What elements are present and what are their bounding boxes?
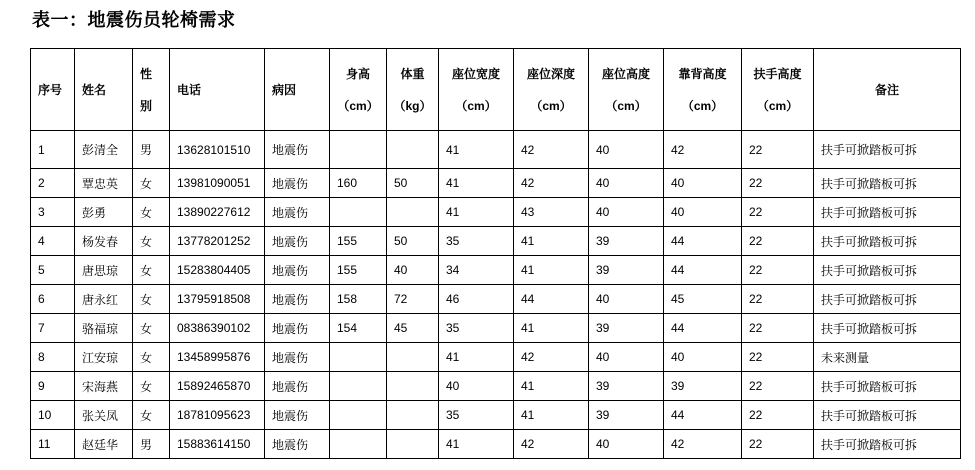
column-header-height xyxy=(330,49,387,131)
column-header-seat-width xyxy=(439,49,514,131)
column-header-label: 靠背高度 xyxy=(678,66,727,81)
cell-phone: 18781095623 xyxy=(170,401,265,430)
cell-cause: 地震伤 xyxy=(265,401,330,430)
cell-gender: 女 xyxy=(133,256,170,285)
cell-seat-depth: 41 xyxy=(514,256,589,285)
cell-back-height: 39 xyxy=(664,372,742,401)
cell-cause: 地震伤 xyxy=(265,314,330,343)
cell-index: 10 xyxy=(31,401,75,430)
cell-phone: 13628101510 xyxy=(170,131,265,169)
cell-seat-width: 34 xyxy=(439,256,514,285)
cell-index: 11 xyxy=(31,430,75,459)
column-header-unit: （cm） xyxy=(455,98,497,113)
column-header-unit: （cm） xyxy=(530,98,572,113)
column-header-name xyxy=(75,49,133,131)
column-header-label: 身高 xyxy=(345,66,370,81)
cell-index: 1 xyxy=(31,131,75,169)
table-row xyxy=(31,401,961,430)
cell-height: 155 xyxy=(330,256,387,285)
cell-weight xyxy=(387,372,439,401)
cell-cause: 地震伤 xyxy=(265,343,330,372)
cell-height xyxy=(330,343,387,372)
cell-back-height: 45 xyxy=(664,285,742,314)
column-header-index xyxy=(31,49,75,131)
column-header-label: 病因 xyxy=(272,82,297,97)
cell-cause: 地震伤 xyxy=(265,430,330,459)
cell-gender: 女 xyxy=(133,285,170,314)
cell-seat-depth: 41 xyxy=(514,227,589,256)
cell-seat-depth: 42 xyxy=(514,131,589,169)
cell-remarks: 扶手可掀踏板可拆 xyxy=(814,227,961,256)
cell-gender: 女 xyxy=(133,343,170,372)
cell-seat-width: 41 xyxy=(439,430,514,459)
table-row xyxy=(31,227,961,256)
column-header-unit: （cm） xyxy=(605,98,647,113)
cell-remarks: 扶手可掀踏板可拆 xyxy=(814,169,961,198)
column-header-back-height xyxy=(664,49,742,131)
cell-gender: 男 xyxy=(133,131,170,169)
cell-height: 155 xyxy=(330,227,387,256)
cell-seat-depth: 41 xyxy=(514,401,589,430)
cell-seat-width: 41 xyxy=(439,198,514,227)
cell-name: 宋海燕 xyxy=(75,372,133,401)
cell-seat-width: 41 xyxy=(439,343,514,372)
cell-back-height: 44 xyxy=(664,227,742,256)
cell-height xyxy=(330,401,387,430)
cell-name: 杨发春 xyxy=(75,227,133,256)
cell-seat-depth: 41 xyxy=(514,372,589,401)
cell-index: 5 xyxy=(31,256,75,285)
cell-seat-depth: 42 xyxy=(514,169,589,198)
cell-height xyxy=(330,430,387,459)
header-row xyxy=(31,49,961,131)
cell-phone: 13981090051 xyxy=(170,169,265,198)
cell-height xyxy=(330,372,387,401)
cell-armrest-height: 22 xyxy=(742,372,814,401)
cell-name: 彭清全 xyxy=(75,131,133,169)
cell-name: 唐永红 xyxy=(75,285,133,314)
cell-seat-height: 40 xyxy=(589,169,664,198)
cell-name: 张关凤 xyxy=(75,401,133,430)
cell-back-height: 42 xyxy=(664,131,742,169)
column-header-label: 扶手高度 xyxy=(753,66,802,81)
cell-phone: 15283804405 xyxy=(170,256,265,285)
column-header-unit: （cm） xyxy=(756,98,799,113)
cell-cause: 地震伤 xyxy=(265,256,330,285)
cell-seat-width: 35 xyxy=(439,227,514,256)
column-header-label: 座位宽度 xyxy=(451,66,500,81)
cell-remarks: 扶手可掀踏板可拆 xyxy=(814,285,961,314)
cell-armrest-height: 22 xyxy=(742,430,814,459)
cell-index: 7 xyxy=(31,314,75,343)
cell-cause: 地震伤 xyxy=(265,285,330,314)
cell-height: 160 xyxy=(330,169,387,198)
cell-remarks: 扶手可掀踏板可拆 xyxy=(814,430,961,459)
cell-remarks: 扶手可掀踏板可拆 xyxy=(814,372,961,401)
cell-gender: 女 xyxy=(133,169,170,198)
table-row xyxy=(31,256,961,285)
cell-gender: 女 xyxy=(133,314,170,343)
cell-height xyxy=(330,131,387,169)
table-body xyxy=(31,131,961,459)
cell-name: 骆福琼 xyxy=(75,314,133,343)
column-header-label: 性 xyxy=(140,66,153,81)
cell-phone: 15883614150 xyxy=(170,430,265,459)
column-header-gender xyxy=(133,49,170,131)
cell-seat-height: 39 xyxy=(589,314,664,343)
cell-seat-width: 40 xyxy=(439,372,514,401)
cell-armrest-height: 22 xyxy=(742,401,814,430)
cell-name: 唐思琼 xyxy=(75,256,133,285)
cell-index: 2 xyxy=(31,169,75,198)
cell-cause: 地震伤 xyxy=(265,227,330,256)
cell-seat-height: 39 xyxy=(589,256,664,285)
cell-back-height: 40 xyxy=(664,343,742,372)
cell-seat-height: 40 xyxy=(589,343,664,372)
cell-back-height: 44 xyxy=(664,256,742,285)
cell-weight: 50 xyxy=(387,169,439,198)
cell-armrest-height: 22 xyxy=(742,131,814,169)
cell-seat-height: 39 xyxy=(589,401,664,430)
cell-seat-width: 46 xyxy=(439,285,514,314)
cell-remarks: 扶手可掀踏板可拆 xyxy=(814,198,961,227)
cell-gender: 女 xyxy=(133,401,170,430)
table-row xyxy=(31,314,961,343)
cell-seat-depth: 42 xyxy=(514,343,589,372)
cell-armrest-height: 22 xyxy=(742,227,814,256)
cell-remarks: 扶手可掀踏板可拆 xyxy=(814,401,961,430)
table-row xyxy=(31,198,961,227)
cell-cause: 地震伤 xyxy=(265,169,330,198)
cell-index: 8 xyxy=(31,343,75,372)
cell-cause: 地震伤 xyxy=(265,372,330,401)
column-header-label: 座位深度 xyxy=(526,66,575,81)
cell-phone: 15892465870 xyxy=(170,372,265,401)
cell-seat-width: 35 xyxy=(439,401,514,430)
column-header-label: 备注 xyxy=(874,82,899,97)
cell-gender: 女 xyxy=(133,372,170,401)
cell-seat-height: 40 xyxy=(589,198,664,227)
cell-back-height: 44 xyxy=(664,314,742,343)
cell-seat-depth: 44 xyxy=(514,285,589,314)
cell-seat-height: 40 xyxy=(589,131,664,169)
table-row xyxy=(31,430,961,459)
cell-height: 158 xyxy=(330,285,387,314)
cell-phone: 13778201252 xyxy=(170,227,265,256)
cell-seat-width: 41 xyxy=(439,131,514,169)
table-row xyxy=(31,285,961,314)
cell-armrest-height: 22 xyxy=(742,285,814,314)
column-header-label: 体重 xyxy=(400,66,425,81)
cell-armrest-height: 22 xyxy=(742,198,814,227)
wheelchair-needs-table xyxy=(30,48,961,459)
cell-seat-height: 39 xyxy=(589,372,664,401)
column-header-armrest-height xyxy=(742,49,814,131)
cell-back-height: 44 xyxy=(664,401,742,430)
table-row xyxy=(31,343,961,372)
page-title: 表一：地震伤员轮椅需求 xyxy=(32,10,236,30)
cell-weight: 50 xyxy=(387,227,439,256)
cell-gender: 男 xyxy=(133,430,170,459)
cell-weight: 72 xyxy=(387,285,439,314)
column-header-phone xyxy=(170,49,265,131)
column-header-unit: （cm） xyxy=(681,98,724,113)
cell-phone: 13458995876 xyxy=(170,343,265,372)
cell-seat-height: 39 xyxy=(589,227,664,256)
column-header-seat-height xyxy=(589,49,664,131)
column-header-unit: （kg） xyxy=(393,98,432,113)
cell-cause: 地震伤 xyxy=(265,198,330,227)
cell-remarks: 扶手可掀踏板可拆 xyxy=(814,314,961,343)
cell-weight xyxy=(387,401,439,430)
cell-armrest-height: 22 xyxy=(742,169,814,198)
cell-gender: 女 xyxy=(133,227,170,256)
cell-name: 江安琼 xyxy=(75,343,133,372)
column-header-unit: （cm） xyxy=(337,98,379,113)
column-header-remarks xyxy=(814,49,961,131)
cell-name: 覃忠英 xyxy=(75,169,133,198)
column-header-label: 座位高度 xyxy=(601,66,650,81)
column-header-label: 姓名 xyxy=(82,82,107,97)
cell-seat-width: 35 xyxy=(439,314,514,343)
cell-armrest-height: 22 xyxy=(742,256,814,285)
cell-gender: 女 xyxy=(133,198,170,227)
cell-back-height: 40 xyxy=(664,169,742,198)
cell-seat-depth: 41 xyxy=(514,314,589,343)
cell-armrest-height: 22 xyxy=(742,314,814,343)
cell-index: 6 xyxy=(31,285,75,314)
cell-back-height: 42 xyxy=(664,430,742,459)
column-header-unit: 别 xyxy=(140,98,153,113)
cell-armrest-height: 22 xyxy=(742,343,814,372)
cell-weight xyxy=(387,131,439,169)
cell-weight xyxy=(387,343,439,372)
table-row xyxy=(31,131,961,169)
cell-seat-height: 40 xyxy=(589,285,664,314)
cell-weight xyxy=(387,198,439,227)
column-header-label: 电话 xyxy=(177,82,202,97)
cell-seat-width: 41 xyxy=(439,169,514,198)
table-row xyxy=(31,372,961,401)
cell-weight xyxy=(387,430,439,459)
cell-name: 赵廷华 xyxy=(75,430,133,459)
cell-height xyxy=(330,198,387,227)
cell-seat-depth: 43 xyxy=(514,198,589,227)
table-row xyxy=(31,169,961,198)
column-header-label: 序号 xyxy=(38,82,63,97)
cell-remarks: 扶手可掀踏板可拆 xyxy=(814,256,961,285)
cell-remarks: 扶手可掀踏板可拆 xyxy=(814,131,961,169)
cell-weight: 45 xyxy=(387,314,439,343)
cell-back-height: 40 xyxy=(664,198,742,227)
cell-weight: 40 xyxy=(387,256,439,285)
cell-phone: 13795918508 xyxy=(170,285,265,314)
cell-height: 154 xyxy=(330,314,387,343)
column-header-cause xyxy=(265,49,330,131)
column-header-weight xyxy=(387,49,439,131)
cell-phone: 08386390102 xyxy=(170,314,265,343)
cell-seat-height: 40 xyxy=(589,430,664,459)
cell-seat-depth: 42 xyxy=(514,430,589,459)
cell-cause: 地震伤 xyxy=(265,131,330,169)
cell-phone: 13890227612 xyxy=(170,198,265,227)
column-header-seat-depth xyxy=(514,49,589,131)
cell-name: 彭勇 xyxy=(75,198,133,227)
cell-index: 4 xyxy=(31,227,75,256)
cell-remarks: 未来测量 xyxy=(814,343,961,372)
cell-index: 3 xyxy=(31,198,75,227)
cell-index: 9 xyxy=(31,372,75,401)
